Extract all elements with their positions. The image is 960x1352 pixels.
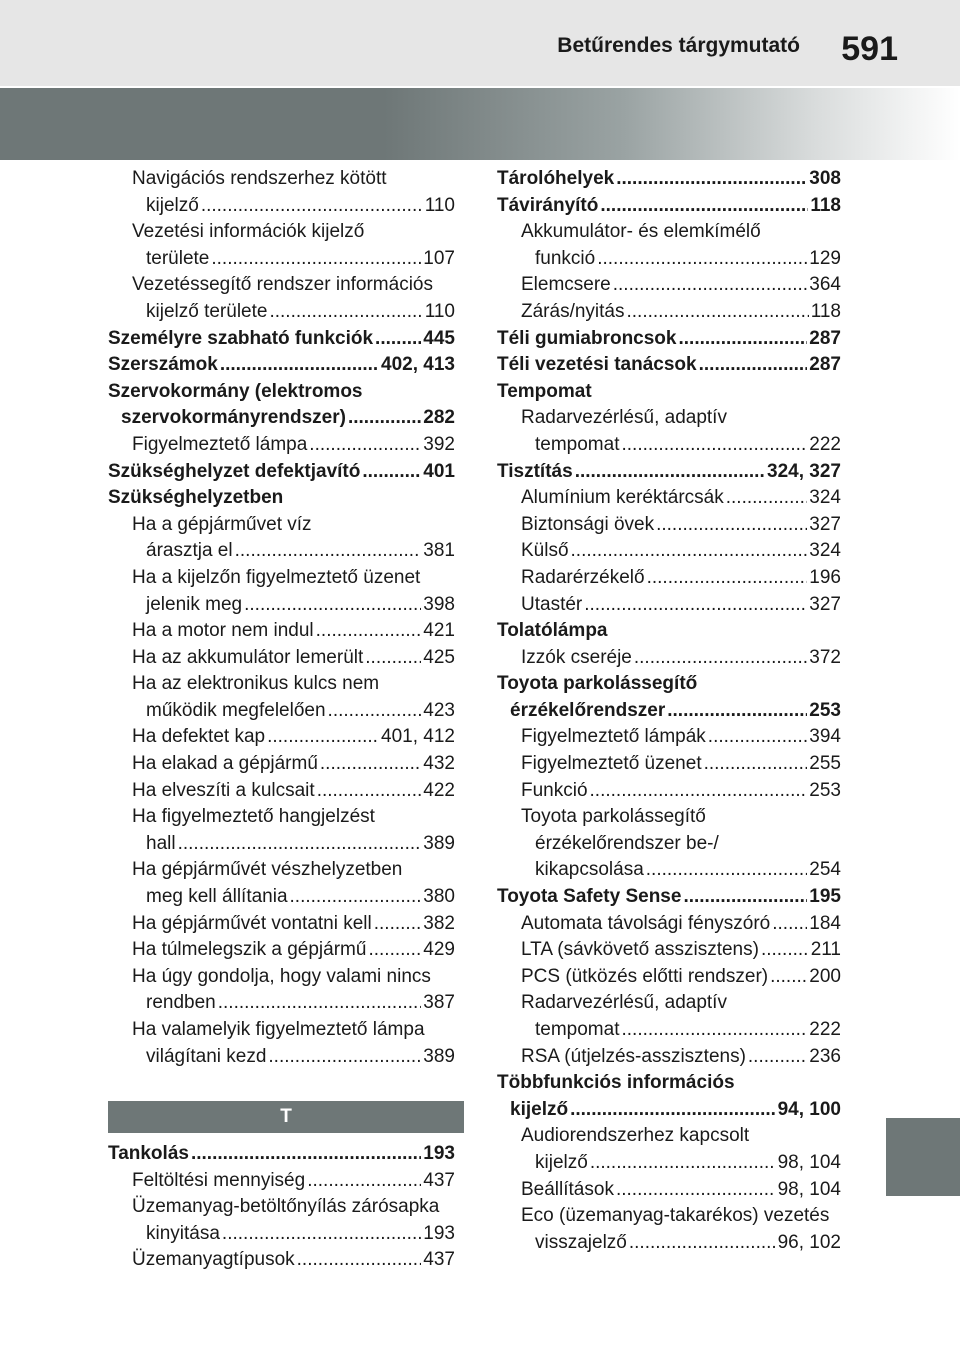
dot-leader [375,326,421,353]
entry-page: 392 [423,433,455,455]
entry-page: 402, 413 [381,354,455,376]
entry-term: világítani kezd [146,1045,267,1067]
entry-term: Radarérzékelő [521,566,645,588]
index-column-right [497,166,841,1256]
dot-leader [368,937,421,964]
dot-leader [328,698,422,725]
dot-leader [297,1247,422,1274]
entry-page: 425 [423,646,455,668]
entry-term: kijelző [510,1098,569,1120]
entry-page: 98, 104 [777,1151,841,1173]
entry-term: Tárolóhelyek [497,168,615,189]
entry-term: Külső [521,540,569,562]
index-entry [108,911,455,938]
dot-leader [191,1141,421,1168]
index-entry [108,724,455,751]
entry-term: meg kell állítania [146,886,288,908]
dot-leader [616,1177,776,1204]
entry-term: Figyelmeztető lámpa [132,433,308,455]
entry-term: Alumínium keréktárcsák [521,487,724,509]
index-entry [497,1123,841,1150]
index-entry [108,193,455,220]
entry-term: Szükséghelyzet defektjavító [108,460,361,482]
dot-leader [235,538,422,565]
dot-leader [218,990,422,1017]
entry-page: 398 [423,593,455,615]
dot-leader [269,299,422,326]
dot-leader [704,751,808,778]
entry-page: 389 [423,832,455,854]
dot-leader [268,1044,421,1071]
index-entry [497,219,841,246]
page-header [0,0,960,86]
index-entry [108,219,455,246]
index-entry [497,246,841,273]
entry-term: kijelző területe [146,300,268,322]
entry-term: Akkumulátor- és elemkímélő [521,221,761,243]
entry-term: Ha elveszíti a kulcsait [132,779,315,801]
entry-page: 196 [809,566,841,588]
entry-page: 96, 102 [777,1231,841,1253]
index-entry [108,857,455,884]
entry-term: Ha gépjárművét vészhelyzetben [132,859,403,881]
entry-term: kikapcsolása [535,859,644,881]
index-entry [497,166,841,193]
dot-leader [365,645,421,672]
entry-term: Többfunkciós információs [497,1072,735,1094]
entry-term: Ha a kijelzőn figyelmeztető üzenet [132,566,421,588]
index-entry [497,698,841,725]
entry-term: Ha úgy gondolja, hogy valami nincs [132,965,431,987]
entry-term: Ha az elektronikus kulcs nem [132,673,380,695]
index-entry [108,671,455,698]
index-entry [108,459,455,486]
index-entry [497,724,841,751]
entry-page: 380 [423,886,455,908]
dot-leader [374,911,422,938]
entry-term: Feltöltési mennyiség [132,1169,306,1191]
index-entry [108,299,455,326]
entry-page: 282 [423,407,455,429]
entry-page: 382 [423,912,455,934]
dot-leader [708,724,808,751]
entry-term: Ha túlmelegszik a gépjármű [132,939,367,961]
entry-page: 94, 100 [777,1098,841,1120]
entry-term: Üzemanyagtípusok [132,1249,295,1271]
index-entry [497,485,841,512]
index-entry [497,1203,841,1230]
dot-leader [178,831,422,858]
entry-page: 308 [809,168,841,189]
entry-page: 421 [423,620,455,642]
index-entry [497,857,841,884]
entry-page: 324 [809,540,841,562]
index-entry [497,405,841,432]
index-entry [108,272,455,299]
index-entry [108,1168,455,1195]
index-entry [108,352,455,379]
entry-page: 110 [424,194,455,216]
index-entry [108,326,455,353]
dot-leader [590,778,808,805]
index-entry [108,645,455,672]
dot-leader [222,1221,421,1248]
index-entry [497,618,841,645]
index-entry [497,1044,841,1071]
entry-term: Radarvezérlésű, adaptív [521,992,727,1014]
entry-term: Szükséghelyzetben [108,487,284,509]
entry-page: 422 [423,779,455,801]
index-entry [497,1177,841,1204]
index-entry [497,1150,841,1177]
dot-leader [317,778,422,805]
entry-page: 118 [810,194,841,216]
index-entry [108,964,455,991]
entry-term: szervokormányrendszer) [121,407,346,429]
index-entry [108,618,455,645]
index-entry [108,405,455,432]
dot-leader [647,565,808,592]
dot-leader [656,512,807,539]
index-entry [108,432,455,459]
index-entry [108,1221,455,1248]
entry-page: 222 [809,433,841,455]
entry-term: jelenik meg [146,593,243,615]
entry-term: LTA (sávkövető asszisztens) [521,939,759,961]
index-entry [497,964,841,991]
dot-leader [616,166,807,193]
entry-page: 445 [423,327,455,349]
entry-page: 184 [809,912,841,934]
index-entry [497,1017,841,1044]
entry-term: Figyelmeztető üzenet [521,753,702,775]
decorative-gradient-band [0,88,960,160]
index-entry [108,751,455,778]
index-column-left-t-section [108,1141,455,1274]
entry-term: Ha defektet kap [132,726,266,748]
entry-term: rendben [146,992,216,1014]
index-column-left [108,166,455,1070]
entry-page: 327 [809,513,841,535]
entry-page: 193 [423,1222,455,1244]
dot-leader [597,246,807,273]
entry-term: Vezetéssegítő rendszer információs [132,274,433,296]
header-title: Betűrendes tárgymutató [557,34,800,57]
entry-term: Téli gumiabroncsok [497,327,677,349]
index-entry [108,1247,455,1274]
entry-page: 437 [423,1169,455,1191]
dot-leader [600,193,808,220]
entry-term: Zárás/nyitás [521,300,625,322]
entry-term: működik megfelelően [146,699,326,721]
entry-page: 118 [810,300,841,322]
index-entry [108,804,455,831]
entry-page: 327 [809,593,841,615]
entry-term: Személyre szabható funkciók [108,327,374,349]
dot-leader [584,592,807,619]
entry-page: 98, 104 [777,1178,841,1200]
index-entry [497,778,841,805]
entry-page: 387 [423,992,455,1014]
dot-leader [307,1168,421,1195]
entry-page: 255 [809,753,841,775]
entry-term: Téli vezetési tanácsok [497,354,697,376]
entry-page: 236 [809,1045,841,1067]
index-entry [497,937,841,964]
index-entry [108,246,455,273]
index-entry [497,1070,841,1097]
entry-page: 429 [423,939,455,961]
entry-term: Toyota parkolássegítő [521,806,706,828]
entry-page: 254 [809,859,841,881]
entry-term: Ha elakad a gépjármű [132,753,318,775]
dot-leader [590,1150,776,1177]
index-entry [497,352,841,379]
dot-leader [699,352,808,379]
entry-page: 432 [423,753,455,775]
dot-leader [571,538,808,565]
index-entry [497,831,841,858]
entry-page: 193 [423,1143,455,1164]
dot-leader [772,911,807,938]
entry-page: 211 [810,939,841,961]
entry-page: 195 [809,886,841,908]
index-entry [108,1044,455,1071]
index-entry [108,1141,455,1168]
index-entry [497,538,841,565]
entry-term: Biztonsági övek [521,513,655,535]
entry-term: Üzemanyag-betöltőnyílás zárósapka [132,1196,440,1218]
index-entry [497,804,841,831]
dot-leader [211,246,421,273]
dot-leader [244,592,421,619]
entry-term: Szerszámok [108,354,218,376]
entry-page: 287 [809,354,841,376]
entry-term: Tolatólámpa [497,620,608,642]
entry-term: Szervokormány (elektromos [108,380,363,402]
index-entry [108,592,455,619]
entry-page: 324 [809,487,841,509]
dot-leader [320,751,421,778]
dot-leader [309,432,421,459]
index-entry [497,459,841,486]
entry-page: 372 [809,646,841,668]
entry-term: Ha gépjárművét vontatni kell [132,912,372,934]
entry-page: 253 [809,699,841,721]
section-thumb-tab [886,1118,960,1196]
entry-page: 401 [423,460,455,482]
entry-page: 253 [809,779,841,801]
entry-term: Funkció [521,779,588,801]
entry-term: Tempomat [497,380,592,402]
index-entry [108,884,455,911]
entry-page: 110 [424,300,455,322]
entry-page: 381 [423,540,455,562]
entry-term: Tisztítás [497,460,573,482]
entry-term: PCS (ütközés előtti rendszer) [521,965,769,987]
index-entry [108,512,455,539]
entry-page: 129 [809,247,841,269]
section-letter-bar: T [108,1101,464,1133]
dot-leader [761,937,809,964]
index-entry [108,538,455,565]
dot-leader [621,432,807,459]
entry-page: 437 [423,1249,455,1271]
dot-leader [348,405,421,432]
entry-term: Beállítások [521,1178,614,1200]
index-entry [497,193,841,220]
index-entry [497,432,841,459]
index-entry [497,1230,841,1257]
index-entry [497,512,841,539]
index-entry [497,1097,841,1124]
entry-page: 287 [809,327,841,349]
entry-term: RSA (útjelzés-asszisztens) [521,1045,746,1067]
entry-page: 107 [423,247,455,269]
index-entry [497,671,841,698]
entry-term: Figyelmeztető lámpák [521,726,706,748]
dot-leader [634,645,807,672]
index-entry [497,565,841,592]
entry-page: 423 [423,699,455,721]
entry-term: Ha a motor nem indul [132,620,314,642]
dot-leader [683,884,807,911]
dot-leader [667,698,807,725]
index-entry [108,990,455,1017]
dot-leader [678,326,807,353]
entry-page: 200 [809,965,841,987]
entry-term: Vezetési információk kijelző [132,221,365,243]
entry-term: hall [146,832,176,854]
entry-term: tempomat [535,1019,620,1040]
entry-term: Izzók cseréje [521,646,632,668]
entry-term: Navigációs rendszerhez kötött [132,168,387,189]
entry-term: Toyota Safety Sense [497,886,682,908]
dot-leader [770,964,807,991]
index-entry [497,379,841,406]
entry-term: érzékelőrendszer be-/ [535,832,719,854]
entry-term: funkció [535,247,596,269]
dot-leader [290,884,422,911]
dot-leader [201,193,423,220]
entry-term: Toyota parkolássegítő [497,673,698,695]
entry-page: 324, 327 [767,460,841,482]
dot-leader [626,299,808,326]
entry-term: Ha az akkumulátor lemerült [132,646,364,668]
index-entry [108,831,455,858]
index-entry [108,379,455,406]
entry-term: Utastér [521,593,583,615]
dot-leader [362,459,421,486]
index-entry [108,166,455,193]
dot-leader [726,485,808,512]
dot-leader [646,857,808,884]
entry-term: Tankolás [108,1143,189,1164]
entry-term: területe [146,247,210,269]
entry-page: 222 [809,1019,841,1040]
entry-term: Automata távolsági fényszóró [521,912,771,934]
dot-leader [575,459,765,486]
page-number: 591 [841,30,898,68]
index-entry [497,911,841,938]
dot-leader [267,724,379,751]
entry-term: Távirányító [497,194,599,216]
index-entry [108,698,455,725]
index-entry [497,326,841,353]
entry-page: 389 [423,1045,455,1067]
entry-term: Ha valamelyik figyelmeztető lámpa [132,1019,425,1040]
index-entry [497,592,841,619]
dot-leader [570,1097,776,1124]
dot-leader [621,1017,807,1044]
entry-term: visszajelző [535,1231,627,1253]
index-entry [108,778,455,805]
dot-leader [748,1044,807,1071]
entry-term: árasztja el [146,540,233,562]
index-entry [497,751,841,778]
entry-page: 394 [809,726,841,748]
index-entry [497,990,841,1017]
entry-term: Ha a gépjárművet víz [132,513,312,535]
index-entry [108,565,455,592]
dot-leader [629,1230,776,1257]
index-entry [108,1017,455,1044]
entry-term: kijelző [146,194,199,216]
entry-term: Audiorendszerhez kapcsolt [521,1125,750,1147]
entry-term: kinyitása [146,1222,220,1244]
index-entry [108,485,455,512]
entry-term: érzékelőrendszer [510,699,666,721]
index-entry [108,937,455,964]
index-entry [497,645,841,672]
dot-leader [613,272,808,299]
index-entry [497,272,841,299]
index-entry [108,1194,455,1221]
index-entry [497,299,841,326]
entry-page: 364 [809,274,841,296]
entry-term: Elemcsere [521,274,611,296]
entry-page: 401, 412 [381,726,455,748]
index-entry [497,884,841,911]
dot-leader [220,352,379,379]
entry-term: tempomat [535,433,620,455]
dot-leader [316,618,422,645]
entry-term: Radarvezérlésű, adaptív [521,407,727,429]
entry-term: Eco (üzemanyag-takarékos) vezetés [521,1205,830,1227]
entry-term: kijelző [535,1151,588,1173]
entry-term: Ha figyelmeztető hangjelzést [132,806,375,828]
